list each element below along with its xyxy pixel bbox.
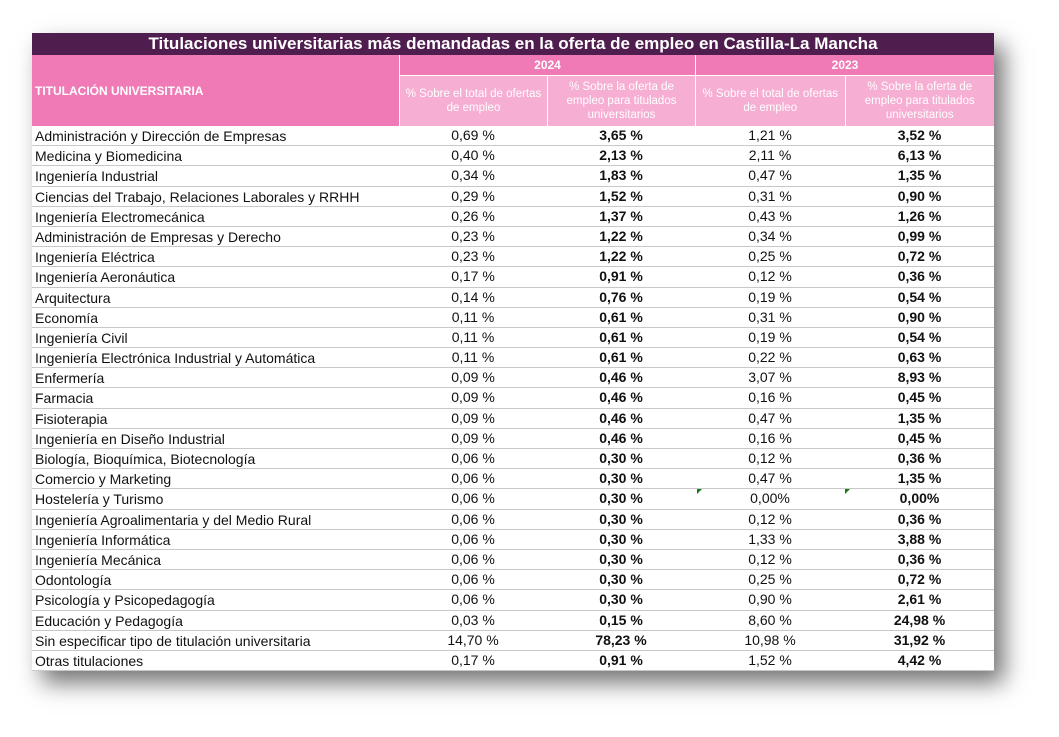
- cell-titulados-2023: 1,26 %: [897, 207, 942, 224]
- cell-titulados-2024: 0,91 %: [599, 651, 643, 668]
- cell-titulados-2024: 0,76 %: [599, 288, 643, 305]
- cell-titulados-2024: 0,30 %: [599, 490, 643, 507]
- table-row: [32, 550, 994, 570]
- cell-titulados-2023: 0,63 %: [897, 349, 942, 366]
- cell-total-2024: 0,09 %: [451, 409, 495, 426]
- cell-total-2023: 2,11 %: [748, 147, 792, 164]
- table-row: [32, 590, 994, 610]
- cell-total-2024: 0,11 %: [451, 328, 495, 345]
- cell-titulados-2023: 3,88 %: [897, 530, 942, 547]
- cell-titulados-2023: 31,92 %: [893, 631, 946, 648]
- cell-total-2024: 0,14 %: [451, 288, 495, 305]
- table-row: [32, 429, 994, 449]
- cell-total-2024: 0,17 %: [451, 651, 495, 668]
- table-row: [32, 368, 994, 388]
- row-name: Ciencias del Trabajo, Relaciones Laborales y RRHH: [35, 188, 360, 205]
- table-row: [32, 126, 994, 146]
- cell-titulados-2023: 6,13 %: [897, 147, 942, 164]
- row-name: Medicina y Biomedicina: [35, 148, 183, 165]
- table-header: [32, 55, 994, 126]
- subheader-titulados-2024: % Sobre la oferta de empleo para titulados universitarios: [547, 75, 695, 126]
- cell-titulados-2024: 1,52 %: [599, 187, 643, 204]
- cell-total-2024: 0,06 %: [451, 591, 495, 608]
- employment-table: [32, 33, 994, 671]
- cell-titulados-2024: 0,46 %: [599, 429, 643, 446]
- cell-titulados-2023: 1,35 %: [897, 409, 942, 426]
- cell-titulados-2024: 0,46 %: [599, 409, 643, 426]
- cell-titulados-2023: 0,45 %: [897, 429, 942, 446]
- cell-titulados-2023: 0,45 %: [897, 389, 942, 406]
- cell-total-2023: 0,31 %: [748, 187, 792, 204]
- cell-titulados-2023: 0,36 %: [897, 450, 942, 466]
- subheader-total-2024: % Sobre el total de ofertas de empleo: [399, 75, 547, 126]
- row-name: Ingeniería Aeronáutica: [35, 269, 176, 286]
- row-name: Ingeniería Informática: [35, 531, 171, 548]
- cell-total-2023: 0,12 %: [748, 450, 792, 466]
- subheader-total-2023: % Sobre el total de ofertas de empleo: [695, 75, 845, 126]
- table-row: [32, 207, 994, 227]
- table-row: [32, 146, 994, 166]
- cell-titulados-2024: 1,83 %: [599, 167, 643, 184]
- cell-total-2024: 0,23 %: [451, 248, 495, 265]
- cell-titulados-2024: 78,23 %: [595, 631, 647, 648]
- cell-total-2023: 10,98 %: [744, 631, 796, 648]
- cell-total-2024: 0,17 %: [451, 268, 495, 285]
- cell-total-2024: 0,26 %: [451, 207, 495, 224]
- cell-titulados-2023: 0,90 %: [897, 187, 942, 204]
- cell-titulados-2024: 0,30 %: [599, 591, 643, 608]
- cell-titulados-2023: 0,54 %: [897, 288, 942, 305]
- cell-total-2023: 0,25 %: [748, 248, 792, 265]
- row-name: Comercio y Marketing: [35, 471, 172, 488]
- table-row: [32, 348, 994, 368]
- row-name: Enfermería: [35, 370, 105, 387]
- cell-total-2023: 0,34 %: [748, 227, 792, 244]
- cell-titulados-2023: 0,36 %: [897, 550, 942, 567]
- cell-total-2023: 0,31 %: [748, 308, 792, 325]
- table-row: [32, 288, 994, 308]
- cell-titulados-2023: 0,00%: [899, 490, 940, 507]
- cell-total-2024: 0,29 %: [451, 187, 495, 204]
- cell-titulados-2023: 8,93 %: [897, 369, 942, 386]
- cell-total-2024: 0,06 %: [451, 470, 495, 487]
- cell-total-2023: 0,47 %: [748, 409, 792, 426]
- row-name: Psicología y Psicopedagogía: [35, 592, 215, 609]
- year-2023: 2023: [695, 55, 994, 75]
- row-name: Ingeniería Civil: [35, 329, 128, 346]
- cell-total-2024: 0,69 %: [451, 127, 495, 143]
- cell-titulados-2024: 2,13 %: [599, 147, 643, 164]
- cell-titulados-2023: 1,35 %: [897, 167, 942, 184]
- subheader-titulados-2023: % Sobre la oferta de empleo para titulados universitarios: [845, 75, 995, 126]
- row-name: Biología, Bioquímica, Biotecnología: [35, 451, 256, 467]
- row-name: Arquitectura: [35, 289, 111, 306]
- cell-titulados-2024: 1,22 %: [599, 227, 643, 244]
- cell-titulados-2024: 0,46 %: [599, 369, 643, 386]
- cell-total-2023: 0,19 %: [748, 288, 792, 305]
- row-name: Ingeniería en Diseño Industrial: [35, 430, 225, 447]
- cell-titulados-2023: 0,54 %: [897, 328, 942, 345]
- cell-total-2023: 0,19 %: [748, 328, 792, 345]
- table-row: [32, 570, 994, 590]
- table-row: [32, 388, 994, 408]
- cell-titulados-2024: 0,30 %: [599, 470, 643, 487]
- cell-total-2024: 0,03 %: [451, 611, 495, 628]
- cell-titulados-2023: 0,36 %: [897, 510, 942, 527]
- row-name: Ingeniería Mecánica: [35, 551, 162, 568]
- cell-total-2023: 0,16 %: [748, 429, 792, 446]
- table-row: [32, 651, 994, 671]
- year-2024: 2024: [399, 55, 695, 75]
- cell-total-2023: 1,21 %: [748, 127, 792, 143]
- cell-titulados-2024: 0,91 %: [599, 268, 643, 285]
- table-row: [32, 530, 994, 550]
- table-title: Titulaciones universitarias más demandadas en la oferta de empleo en Castilla-La Mancha: [32, 33, 994, 55]
- cell-titulados-2023: 0,99 %: [897, 227, 942, 244]
- cell-total-2024: 0,06 %: [451, 550, 495, 567]
- row-name: Hostelería y Turismo: [35, 491, 164, 508]
- cell-total-2023: 0,12 %: [748, 510, 792, 527]
- table-row: [32, 187, 994, 207]
- cell-total-2024: 0,23 %: [451, 227, 495, 244]
- error-indicator-icon: [697, 489, 702, 494]
- cell-total-2024: 0,11 %: [451, 308, 495, 325]
- cell-total-2023: 0,47 %: [748, 470, 792, 487]
- cell-titulados-2023: 1,35 %: [897, 470, 942, 487]
- cell-total-2024: 14,70 %: [447, 631, 499, 648]
- table-row: [32, 510, 994, 530]
- cell-total-2024: 0,06 %: [451, 530, 495, 547]
- cell-titulados-2024: 0,61 %: [599, 308, 643, 325]
- cell-titulados-2024: 1,37 %: [599, 207, 643, 224]
- cell-titulados-2023: 3,52 %: [897, 127, 942, 143]
- cell-total-2024: 0,06 %: [451, 571, 495, 588]
- cell-total-2023: 0,16 %: [748, 389, 792, 406]
- cell-titulados-2023: 0,90 %: [897, 308, 942, 325]
- table-body: [32, 126, 994, 671]
- year-group-2023: [695, 55, 994, 126]
- cell-total-2023: 0,12 %: [748, 550, 792, 567]
- cell-titulados-2023: 0,72 %: [897, 571, 942, 588]
- cell-titulados-2024: 0,30 %: [599, 530, 643, 547]
- year-group-2024: [399, 55, 695, 126]
- cell-total-2024: 0,09 %: [451, 369, 495, 386]
- cell-total-2023: 0,25 %: [748, 571, 792, 588]
- cell-total-2023: 8,60 %: [748, 611, 792, 628]
- cell-titulados-2024: 0,30 %: [599, 510, 643, 527]
- cell-titulados-2024: 0,15 %: [599, 611, 643, 628]
- cell-titulados-2023: 0,72 %: [897, 248, 942, 265]
- row-name: Ingeniería Industrial: [35, 168, 158, 185]
- cell-titulados-2024: 0,30 %: [599, 550, 643, 567]
- cell-titulados-2023: 2,61 %: [897, 591, 942, 608]
- row-name: Ingeniería Agroalimentaria y del Medio Rural: [35, 511, 312, 528]
- table-row: [32, 611, 994, 631]
- cell-total-2023: 1,33 %: [748, 530, 792, 547]
- cell-total-2023: 0,12 %: [748, 268, 792, 285]
- cell-total-2024: 0,06 %: [451, 490, 495, 507]
- cell-titulados-2024: 0,61 %: [599, 328, 643, 345]
- cell-titulados-2024: 1,22 %: [599, 248, 643, 265]
- table-row: [32, 227, 994, 247]
- row-name: Administración y Dirección de Empresas: [35, 128, 287, 144]
- table-row: [32, 166, 994, 186]
- row-name: Sin especificar tipo de titulación universitaria: [35, 632, 311, 649]
- error-indicator-icon: [845, 489, 850, 494]
- row-name: Odontología: [35, 572, 112, 589]
- row-name: Otras titulaciones: [35, 652, 144, 669]
- cell-titulados-2024: 3,65 %: [599, 127, 643, 143]
- row-name: Educación y Pedagogía: [35, 612, 183, 629]
- cell-total-2023: 1,52 %: [748, 651, 792, 668]
- cell-total-2024: 0,40 %: [451, 147, 495, 164]
- cell-total-2024: 0,34 %: [451, 167, 495, 184]
- row-name: Ingeniería Electromecánica: [35, 208, 205, 225]
- cell-titulados-2024: 0,61 %: [599, 349, 643, 366]
- table-row: [32, 308, 994, 328]
- cell-total-2024: 0,06 %: [451, 450, 495, 466]
- cell-titulados-2024: 0,46 %: [599, 389, 643, 406]
- row-name: Administración de Empresas y Derecho: [35, 228, 281, 245]
- cell-total-2023: 0,47 %: [748, 167, 792, 184]
- cell-total-2023: 0,90 %: [748, 591, 792, 608]
- table-row: [32, 469, 994, 489]
- cell-total-2024: 0,11 %: [451, 349, 495, 366]
- table-row: [32, 328, 994, 348]
- table-row: [32, 409, 994, 429]
- cell-total-2024: 0,09 %: [451, 429, 495, 446]
- row-name: Ingeniería Eléctrica: [35, 249, 155, 266]
- table-row: [32, 449, 994, 469]
- cell-titulados-2023: 0,36 %: [897, 268, 942, 285]
- cell-titulados-2023: 24,98 %: [893, 611, 946, 628]
- row-name: Economía: [35, 309, 99, 326]
- table-row: [32, 631, 994, 651]
- row-name: Farmacia: [35, 390, 94, 407]
- table-row: [32, 247, 994, 267]
- cell-total-2023: 0,43 %: [748, 207, 792, 224]
- cell-total-2023: 3,07 %: [748, 369, 792, 386]
- header-titulacion: TITULACIÓN UNIVERSITARIA: [32, 55, 399, 126]
- cell-total-2023: 0,00%: [750, 490, 790, 507]
- row-name: Fisioterapia: [35, 410, 108, 427]
- cell-total-2024: 0,06 %: [451, 510, 495, 527]
- cell-titulados-2023: 4,42 %: [897, 651, 942, 668]
- cell-total-2023: 0,22 %: [748, 349, 792, 366]
- table-row: [32, 267, 994, 287]
- cell-titulados-2024: 0,30 %: [599, 450, 643, 466]
- row-name: Ingeniería Electrónica Industrial y Automática: [35, 350, 316, 367]
- cell-total-2024: 0,09 %: [451, 389, 495, 406]
- cell-titulados-2024: 0,30 %: [599, 571, 643, 588]
